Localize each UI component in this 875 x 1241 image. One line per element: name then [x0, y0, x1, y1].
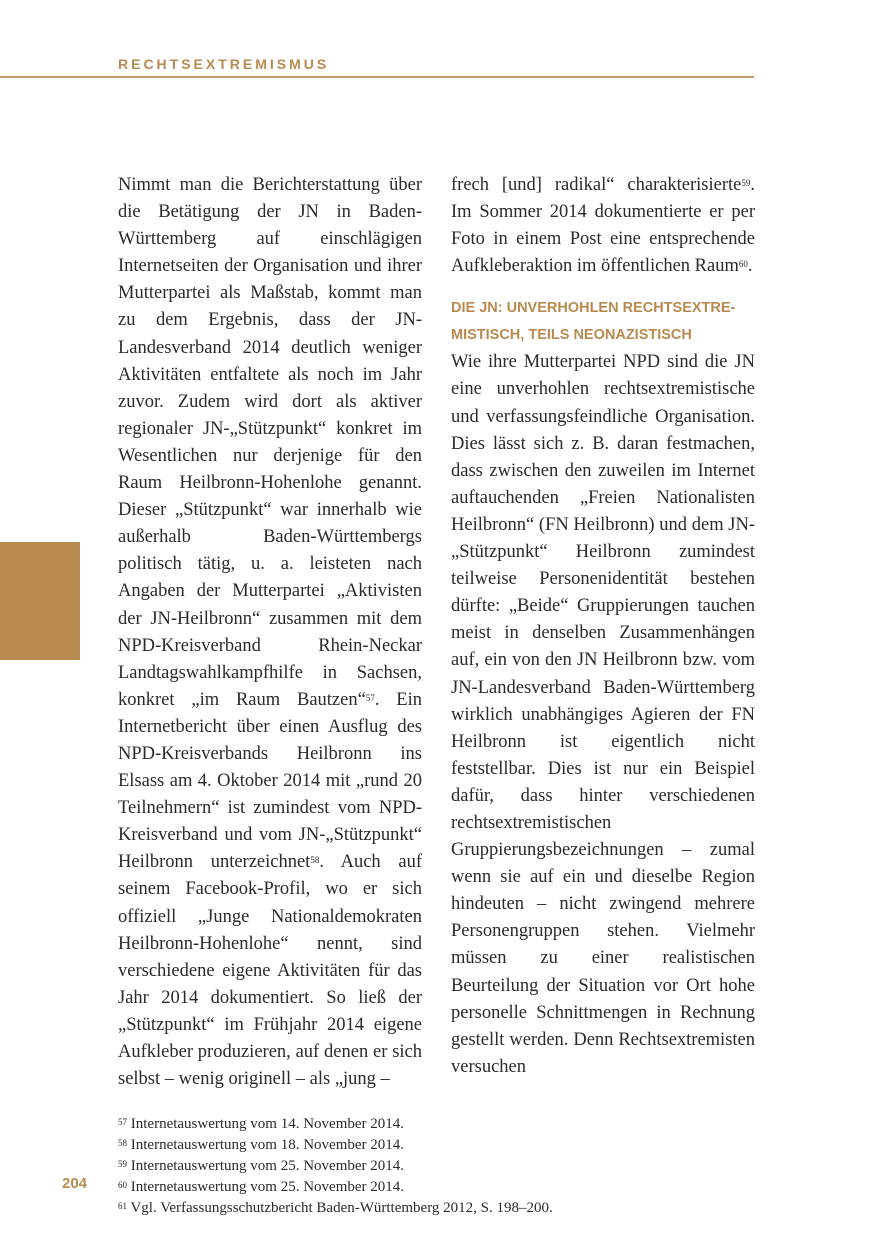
paragraph-text: . Ein Internetbericht über einen Ausflug des NPD-Kreisverbands Heilbronn ins Elsass am 4. Oktober 2014 mit „rund 20 Teilnehmern“ ist zumindest vom NPD-Kreisverband und vom JN-„Stützpunkt“ Heilbronn unterzeichnet: [118, 689, 422, 873]
chapter-side-tab: [0, 542, 80, 660]
footnote-ref-59[interactable]: 59: [741, 178, 751, 188]
body-paragraph: [451, 172, 755, 280]
body-column-left: [118, 172, 422, 1093]
paragraph-text: . Auch auf seinem Facebook-Profil, wo er sich offiziell „Junge Nationaldemokraten Heilbronn-Hohenlohe“ nennt, sind verschiedene eigene Aktivitäten für das Jahr 2014 dokumentiert. So ließ der „Stützpunkt“ im Frühjahr 2014 eigene Aufkleber produzieren, auf denen er sich selbst – wenig originell – als „jung –: [118, 852, 422, 1090]
footnote-number: 57: [118, 1117, 127, 1127]
footnote-ref-58[interactable]: 58: [310, 855, 320, 866]
footnote-ref-57[interactable]: 57: [365, 692, 375, 703]
subheading-line-1: DIE JN: UNVERHOHLEN RECHTSEXTRE-: [451, 300, 736, 317]
paragraph-text: frech [und] radikal“ charakterisierte: [451, 175, 742, 195]
footnote-number: 61: [118, 1201, 127, 1211]
paragraph-text: . Im Sommer 2014 dokumentierte er per Foto in einem Post eine entsprechende Aufkleberaktion im öffentlichen Raum: [451, 175, 755, 277]
header-rule: [0, 76, 754, 78]
section-subheading: [451, 295, 755, 349]
paragraph-text: Nimmt man die Berichterstattung über die Betätigung der JN in Baden-Württemberg auf einschlägigen Internetseiten der Organisation und ihrer Mutterpartei als Maßstab, kommt man zu dem Ergebnis, dass der JN-Landesverband 2014 deutlich weniger Aktivitäten entfaltete als noch im Jahr zuvor. Zudem wird dort als aktiver regionaler JN-„Stützpunkt“ konkret im Wesentlichen nur derjenige für den Raum Heilbronn-Hohenlohe genannt. Dieser „Stützpunkt“ war innerhalb wie außerhalb Baden-Württembergs politisch tätig, u. a. leisteten nach Angaben der Mutterpartei „Aktivisten der JN-Heilbronn“ zusammen mit dem NPD-Kreisverband Rhein-Neckar Landtagswahlkampfhilfe in Sachsen, konkret „im Raum Bautzen“: [118, 175, 422, 710]
footnote: [118, 1177, 758, 1198]
footnote-text: Internetauswertung vom 18. November 2014.: [127, 1137, 405, 1153]
footnote-text: Internetauswertung vom 25. November 2014.: [127, 1179, 405, 1195]
footnote-ref-60[interactable]: 60: [738, 259, 748, 270]
subheading-line-2: MISTISCH, TEILS NEONAZISTISCH: [451, 327, 692, 344]
footnote-number: 59: [118, 1159, 127, 1169]
footnote-number: 60: [118, 1180, 127, 1190]
paragraph-text: .: [747, 256, 753, 277]
footnote-number: 58: [118, 1138, 127, 1148]
footnote-text: Vgl. Verfassungsschutzbericht Baden-Württemberg 2012, S. 198–200.: [127, 1200, 553, 1216]
footnote: [118, 1114, 758, 1135]
footnote-text: Internetauswertung vom 14. November 2014.: [127, 1116, 405, 1132]
body-paragraph: Wie ihre Mutterpartei NPD sind die JN eine unverhohlen rechtsextremistische und verfassungsfeindliche Organisation. Dies lässt sich z. B. daran festmachen, dass zwischen den zuweilen im Internet auftauchenden „Freien Nationalisten Heilbronn“ (FN Heilbronn) und dem JN-„Stützpunkt“ Heilbronn zumindest teilweise Personenidentität bestehen dürfte: „Beide“ Gruppierungen tauchen meist in denselben Zusammenhängen auf, ein von den JN Heilbronn bzw. vom JN-Landesverband Baden-Württemberg wirklich unabhängiges Agieren der FN Heilbronn ist eigentlich nicht feststellbar. Dies ist nur ein Beispiel dafür, dass hinter verschiedenen rechtsextremistischen Gruppierungsbezeichnungen – zumal wenn sie auf ein und dieselbe Region hindeuten – nicht zwingend mehrere Personengruppen stehen. Vielmehr müssen zu einer realistischen Beurteilung der Situation vor Ort hohe personelle Schnittmengen in Rechnung gestellt werden. Denn Rechtsextremisten versuchen: [451, 352, 755, 1077]
running-header-title: RECHTSEXTREMISMUS: [118, 56, 330, 72]
footnote: [118, 1198, 758, 1219]
footnotes: [118, 1114, 758, 1219]
footnote: [118, 1135, 758, 1156]
page-number: 204: [62, 1175, 88, 1192]
body-column-right: [451, 172, 755, 1081]
footnote-text: Internetauswertung vom 25. November 2014.: [127, 1158, 405, 1174]
footnote: [118, 1156, 758, 1177]
body-paragraph: [118, 172, 422, 1093]
